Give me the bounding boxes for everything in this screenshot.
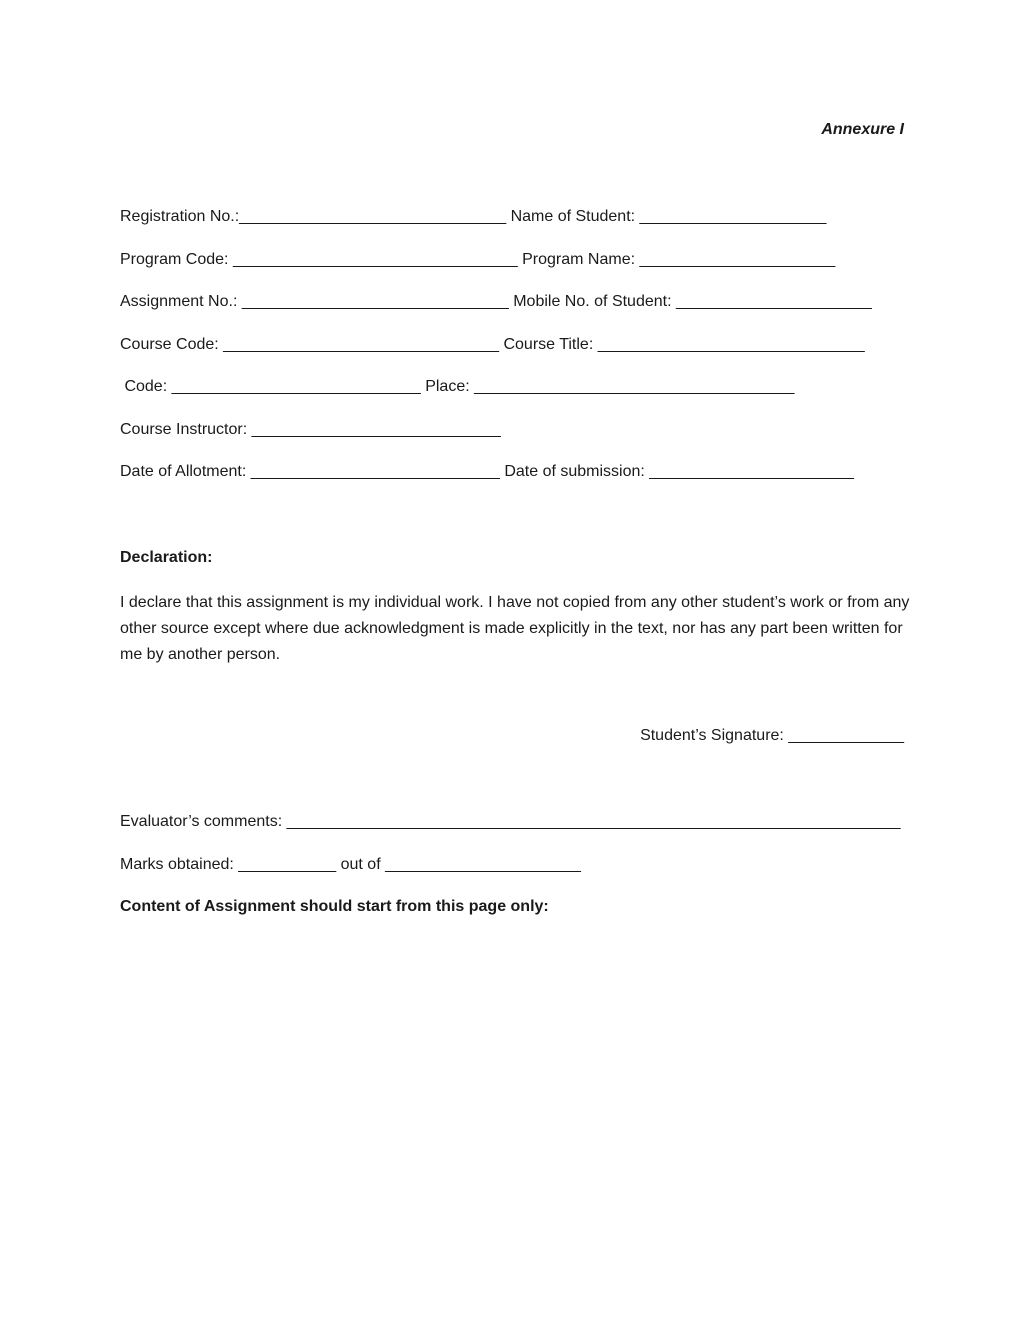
course-instructor-row: Course Instructor: ____________________________ xyxy=(120,421,501,438)
declaration-heading: Declaration: xyxy=(120,549,213,566)
code-place-row: Code: ____________________________ Place: ____________________________________ xyxy=(120,378,795,395)
dates-row: Date of Allotment: ____________________________ Date of submission: _______________________ xyxy=(120,463,854,480)
declaration-text: I declare that this assignment is my individual work. I have not copied from any other student’s work or from any other source except where due acknowledgment is made explicitly in the text, nor has any part been written for me by another person. xyxy=(120,594,910,663)
assignment-mobile-row: Assignment No.: ______________________________ Mobile No. of Student: ______________________ xyxy=(120,293,872,310)
annexure-label: Annexure I xyxy=(821,121,904,138)
marks-obtained: Marks obtained: ___________ out of ______________________ xyxy=(120,856,581,873)
course-row: Course Code: _______________________________ Course Title: ______________________________ xyxy=(120,336,865,353)
program-row: Program Code: ________________________________ Program Name: ______________________ xyxy=(120,251,836,268)
student-signature: Student’s Signature: _____________ xyxy=(640,727,904,744)
content-start-note: Content of Assignment should start from this page only: xyxy=(120,898,549,915)
evaluator-comments: Evaluator’s comments: _____________________________________________________________________ xyxy=(120,813,901,830)
registration-name-row: Registration No.:______________________________ Name of Student: _____________________ xyxy=(120,208,827,225)
